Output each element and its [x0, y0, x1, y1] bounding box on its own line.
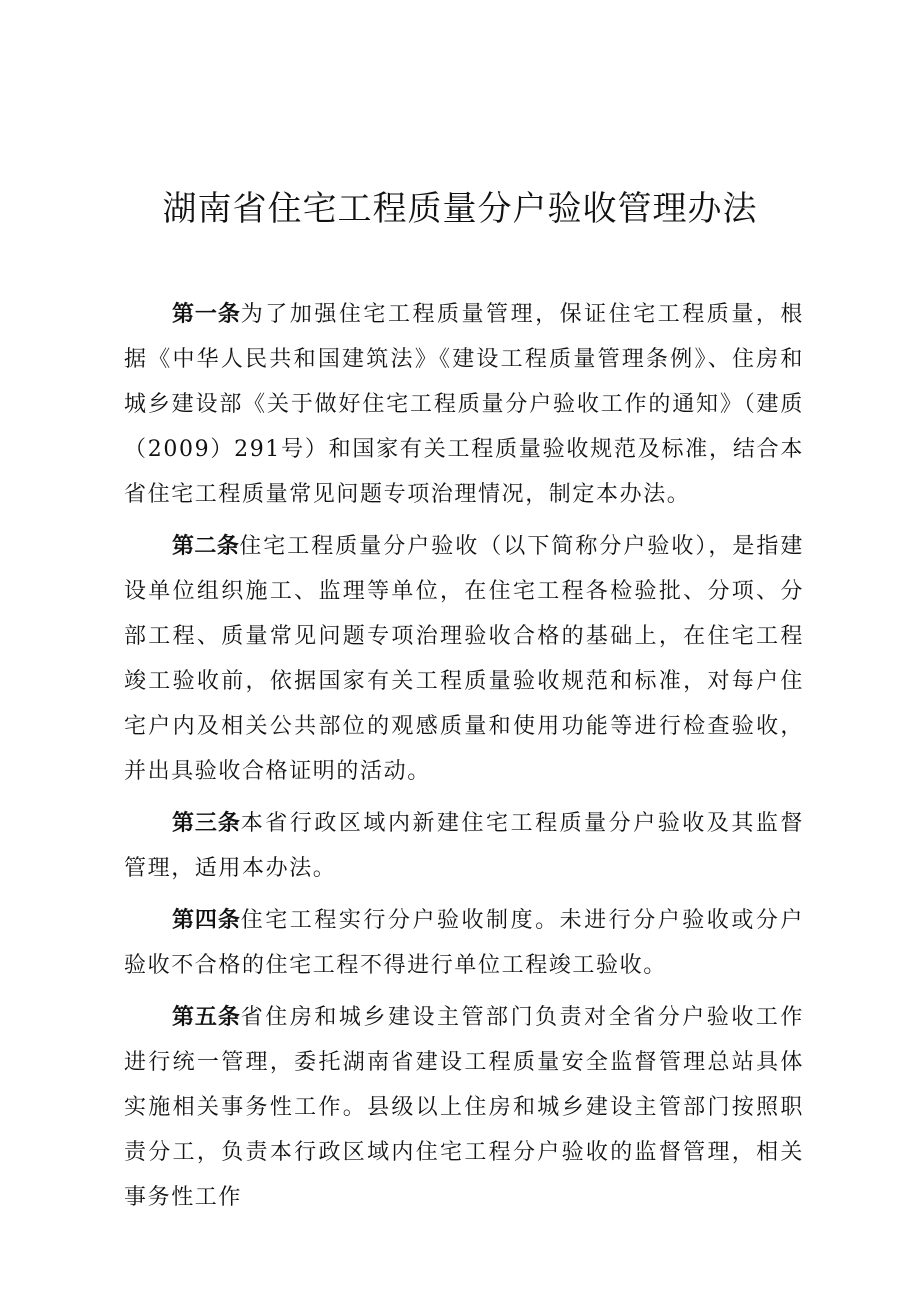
article-1 — [124, 292, 804, 517]
article-label: 第一条 — [172, 302, 241, 327]
article-label: 第四条 — [172, 908, 241, 933]
article-text: 省住房和城乡建设主管部门负责对全省分户验收工作进行统一管理，委托湖南省建设工程质量安全监督管理总站具体实施相关事务性工作。县级以上住房和城乡建设主管部门按照职责分工，负责本行政区域内住宅工程分户验收的监督管理，相关事务性工作 — [124, 1005, 804, 1210]
article-3 — [124, 801, 804, 891]
article-text: 住宅工程实行分户验收制度。未进行分户验收或分户验收不合格的住宅工程不得进行单位工程竣工验收。 — [124, 908, 804, 978]
article-text: 住宅工程质量分户验收（以下简称分户验收），是指建设单位组织施工、监理等单位，在住宅工程各检验批、分项、分部工程、质量常见问题专项治理验收合格的基础上，在住宅工程竣工验收前，依据国家有关工程质量验收规范和标准，对每户住宅户内及相关公共部位的观感质量和使用功能等进行检查验收，并出具验收合格证明的活动。 — [124, 534, 804, 784]
article-label: 第五条 — [172, 1005, 241, 1030]
article-label: 第三条 — [172, 811, 241, 836]
document-title: 湖南省住宅工程质量分户验收管理办法 — [162, 189, 758, 229]
article-5 — [124, 995, 804, 1220]
article-label: 第二条 — [172, 534, 240, 559]
article-text: 本省行政区域内新建住宅工程质量分户验收及其监督管理，适用本办法。 — [124, 811, 804, 881]
article-2 — [124, 524, 804, 794]
document-body — [124, 292, 804, 1220]
article-text: 为了加强住宅工程质量管理，保证住宅工程质量，根据《中华人民共和国建筑法》《建设工程质量管理条例》、住房和城乡建设部《关于做好住宅工程质量分户验收工作的通知》（建质（2009）291号）和国家有关工程质量验收规范及标准，结合本省住宅工程质量常见问题专项治理情况，制定本办法。 — [124, 302, 804, 507]
article-4 — [124, 898, 804, 988]
